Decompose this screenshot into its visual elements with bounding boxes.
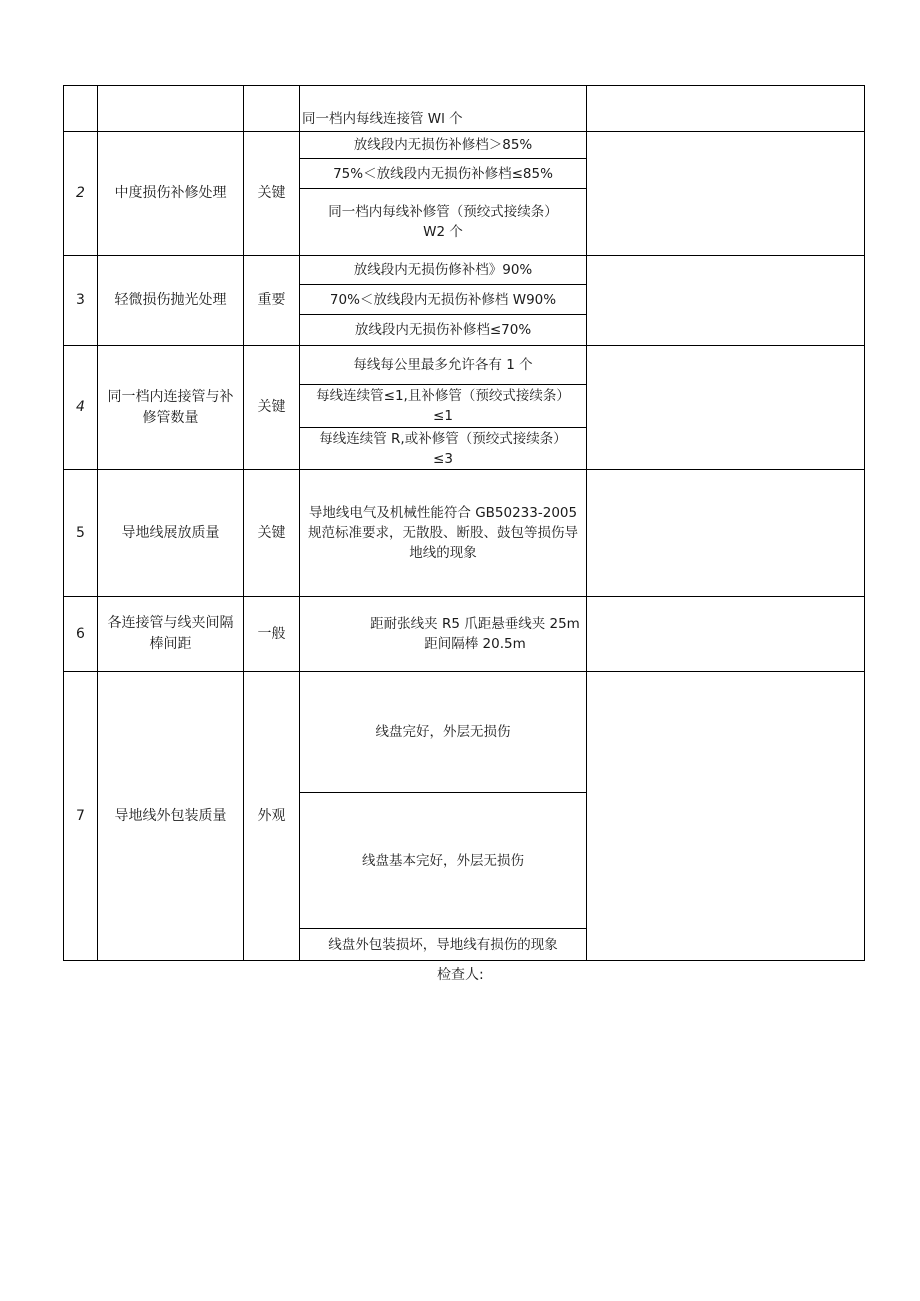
standard-text: 距耐张线夹 R5 爪距悬垂线夹 25m 距间隔棒 20.5m — [370, 616, 580, 652]
quality-level — [243, 86, 299, 131]
standard-cell — [299, 132, 586, 255]
table-row — [63, 671, 865, 961]
standard-cell — [299, 672, 586, 960]
quality-level: 重要 — [243, 256, 299, 345]
standard-text: 同一档内每线补修管（预绞式接续条） W2 个 — [300, 188, 586, 255]
quality-level: 关键 — [243, 346, 299, 469]
quality-level: 外观 — [243, 672, 299, 960]
standard-cell — [299, 597, 586, 671]
result-cell — [586, 672, 864, 960]
inspection-item: 同一档内连接管与补修管数量 — [97, 346, 243, 469]
result-cell — [586, 597, 864, 671]
table-row — [63, 85, 865, 131]
standard-text: 放线段内无损伤补修档≤70% — [300, 314, 586, 345]
standard-text: 同一档内每线连接管 Wl 个 — [302, 111, 463, 127]
standard-text: 线盘外包装损坏，导地线有损伤的现象 — [300, 928, 586, 960]
inspection-item: 中度损伤补修处理 — [97, 132, 243, 255]
standard-text: 放线段内无损伤修补档》90% — [353, 262, 533, 278]
standard-text: 每线连续管≤1,且补修管（预绞式接续条） ≤1 — [300, 384, 586, 427]
row-number: 7 — [76, 807, 85, 824]
inspection-item — [97, 86, 243, 131]
quality-level: 关键 — [243, 132, 299, 255]
table-row — [63, 345, 865, 469]
inspection-item: 导地线外包装质量 — [97, 672, 243, 960]
row-number: 2 — [76, 185, 85, 201]
table-row — [63, 131, 865, 255]
standard-cell — [299, 256, 586, 345]
standard-text: 导地线电气及机械性能符合 GB50233-2005 规范标准要求，无散股、断股、鼓包等损伤导地线的现象 — [308, 505, 578, 561]
table-row — [63, 255, 865, 345]
row-number: 6 — [76, 625, 85, 642]
inspector-label: 检查人: — [437, 967, 484, 983]
standard-cell — [299, 470, 586, 596]
result-cell — [586, 86, 864, 131]
inspection-item: 轻微损伤抛光处理 — [97, 256, 243, 345]
standard-cell — [299, 346, 586, 469]
table-row — [63, 469, 865, 596]
quality-level: 一般 — [243, 597, 299, 671]
standard-text: 线盘基本完好，外层无损伤 — [300, 792, 586, 928]
result-cell — [586, 346, 864, 469]
standard-text: 75%＜放线段内无损伤补修档≤85% — [300, 158, 586, 188]
standard-text: 每线连续管 R,或补修管（预绞式接续条） ≤3 — [300, 427, 586, 469]
standard-text: 放线段内无损伤补修档＞85% — [353, 137, 533, 153]
standard-cell — [299, 86, 586, 131]
row-number — [64, 86, 97, 131]
inspection-table — [63, 85, 865, 961]
quality-level: 关键 — [243, 470, 299, 596]
standard-text: 线盘完好，外层无损伤 — [375, 724, 511, 740]
row-number: 5 — [76, 524, 85, 541]
row-number: 4 — [76, 399, 85, 415]
table-row — [63, 596, 865, 671]
result-cell — [586, 470, 864, 596]
row-number: 3 — [76, 292, 85, 308]
inspection-item: 导地线展放质量 — [97, 470, 243, 596]
result-cell — [586, 256, 864, 345]
inspection-item: 各连接管与线夹间隔棒间距 — [97, 597, 243, 671]
result-cell — [586, 132, 864, 255]
standard-text: 70%＜放线段内无损伤补修档 W90% — [300, 284, 586, 314]
standard-text: 每线每公里最多允许各有 1 个 — [353, 357, 533, 373]
